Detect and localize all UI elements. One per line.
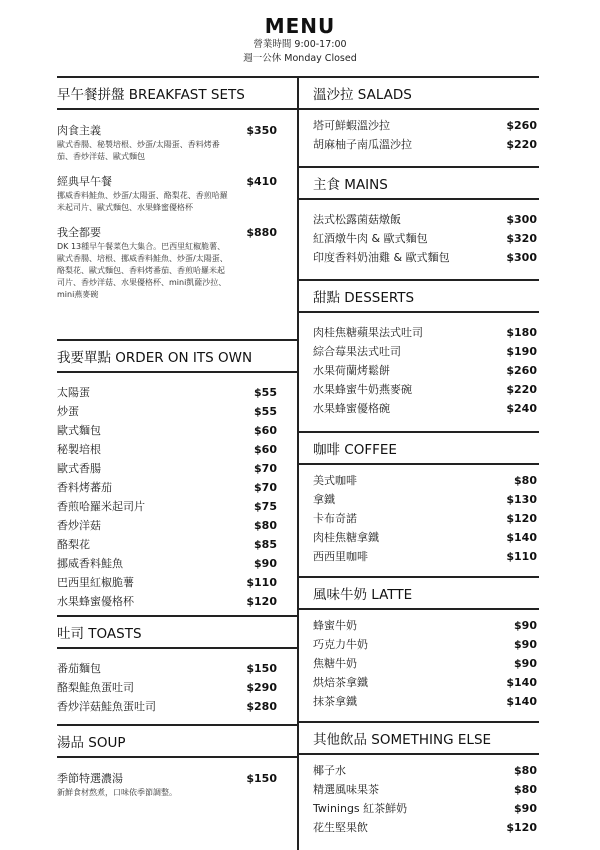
menu-item <box>313 818 539 837</box>
menu-item <box>57 421 297 440</box>
section-latte <box>299 576 539 711</box>
item-name: 印度香料奶油雞 & 歐式麵包 <box>313 251 450 264</box>
section-salads <box>299 76 539 154</box>
menu-item <box>57 440 297 459</box>
menu-item <box>57 535 297 554</box>
item-price: $130 <box>506 493 537 506</box>
section-breakfast-sets <box>57 76 297 301</box>
item-name: 香炒洋菇鮭魚蛋吐司 <box>57 700 156 713</box>
item-name: 花生堅果飲 <box>313 821 368 834</box>
section-title: 早午餐拼盤 BREAKFAST SETS <box>57 76 297 110</box>
section-something-else <box>299 721 539 837</box>
item-price: $300 <box>506 251 537 264</box>
section-title: 湯品 SOUP <box>57 724 297 758</box>
item-name: 精選風味果茶 <box>313 783 379 796</box>
menu-item <box>57 497 297 516</box>
menu-item <box>313 323 539 342</box>
item-description: 挪威香料鮭魚、炒蛋/太陽蛋、酪梨花、香煎哈羅米起司片、歐式麵包、水果蜂蜜優格杯 <box>57 191 228 212</box>
menu-item <box>57 402 297 421</box>
item-price: $150 <box>246 662 277 675</box>
menu-item <box>57 173 297 214</box>
section-title: 我要單點 ORDER ON ITS OWN <box>57 339 297 373</box>
item-price: $70 <box>254 481 277 494</box>
item-price: $120 <box>506 821 537 834</box>
menu-item <box>313 229 539 248</box>
item-price: $260 <box>506 364 537 377</box>
item-price: $70 <box>254 462 277 475</box>
item-name: 焦糖牛奶 <box>313 657 357 670</box>
item-name: 香煎哈羅米起司片 <box>57 500 145 513</box>
item-price: $80 <box>514 474 537 487</box>
menu-item <box>57 770 297 799</box>
item-price: $120 <box>506 512 537 525</box>
item-name: 塔可鮮蝦溫沙拉 <box>313 119 390 132</box>
item-name: 水果蜂蜜優格碗 <box>313 402 390 415</box>
item-price: $220 <box>506 383 537 396</box>
section-title: 溫沙拉 SALADS <box>299 76 539 110</box>
item-name: 抹茶拿鐵 <box>313 695 357 708</box>
item-price: $220 <box>506 138 537 151</box>
menu-item <box>57 678 297 697</box>
item-name: 水果蜂蜜優格杯 <box>57 595 134 608</box>
menu-item <box>313 654 539 673</box>
item-price: $280 <box>246 700 277 713</box>
menu-item <box>313 547 539 566</box>
menu-item <box>313 799 539 818</box>
item-price: $110 <box>246 576 277 589</box>
menu-item <box>57 383 297 402</box>
item-price: $120 <box>246 595 277 608</box>
item-price: $110 <box>506 550 537 563</box>
item-name: 法式松露菌菇燉飯 <box>313 213 401 226</box>
menu-item <box>313 635 539 654</box>
menu-item <box>313 361 539 380</box>
item-price: $75 <box>254 500 277 513</box>
menu-item <box>57 478 297 497</box>
left-column <box>57 76 297 797</box>
section-mains <box>299 166 539 267</box>
item-price: $260 <box>506 119 537 132</box>
menu-item <box>57 122 297 163</box>
menu-item <box>313 692 539 711</box>
item-name: 歐式麵包 <box>57 424 101 437</box>
item-name: 秘製培根 <box>57 443 101 456</box>
item-price: $350 <box>246 124 277 137</box>
menu-item <box>313 342 539 361</box>
section-title: 吐司 TOASTS <box>57 615 297 649</box>
menu-header <box>0 14 600 66</box>
item-name: 綜合莓果法式吐司 <box>313 345 401 358</box>
item-price: $85 <box>254 538 277 551</box>
item-price: $290 <box>246 681 277 694</box>
menu-item <box>57 554 297 573</box>
menu-item <box>57 516 297 535</box>
item-price: $190 <box>506 345 537 358</box>
item-name: 酪梨花 <box>57 538 90 551</box>
menu-item <box>57 592 297 611</box>
item-price: $55 <box>254 405 277 418</box>
menu-item <box>313 471 539 490</box>
page-title: MENU <box>264 14 336 38</box>
item-name: 香料烤蕃茄 <box>57 481 112 494</box>
item-price: $90 <box>514 657 537 670</box>
item-price: $180 <box>506 326 537 339</box>
item-name: 季節特選濃湯 <box>57 772 123 785</box>
item-name: 太陽蛋 <box>57 386 90 399</box>
item-name: 美式咖啡 <box>313 474 357 487</box>
menu-item <box>57 697 297 716</box>
item-name: 拿鐵 <box>313 493 335 506</box>
menu-item <box>313 528 539 547</box>
item-price: $140 <box>506 531 537 544</box>
item-name: 巴西里紅椒脆薯 <box>57 576 134 589</box>
item-name: 肉桂焦糖拿鐵 <box>313 531 379 544</box>
item-name: 卡布奇諾 <box>313 512 357 525</box>
menu-item <box>313 673 539 692</box>
item-price: $60 <box>254 424 277 437</box>
section-order-on-its-own <box>57 339 297 611</box>
item-name: 香炒洋菇 <box>57 519 101 532</box>
menu-item <box>313 135 539 154</box>
item-price: $60 <box>254 443 277 456</box>
item-name: 水果荷蘭烤鬆餅 <box>313 364 390 377</box>
menu-item <box>57 573 297 592</box>
item-price: $880 <box>246 226 277 239</box>
section-soup <box>57 724 297 809</box>
section-toasts <box>57 615 297 716</box>
item-name: 椰子水 <box>313 764 346 777</box>
item-name: 我全都要 <box>57 226 101 239</box>
menu-item <box>313 761 539 780</box>
item-name: 肉食主義 <box>57 124 101 137</box>
menu-item <box>313 399 539 418</box>
menu-item <box>313 780 539 799</box>
item-price: $410 <box>246 175 277 188</box>
item-price: $90 <box>514 638 537 651</box>
section-title: 甜點 DESSERTS <box>299 279 539 313</box>
menu-item <box>313 248 539 267</box>
item-price: $80 <box>514 764 537 777</box>
section-title: 主食 MAINS <box>299 166 539 200</box>
item-price: $90 <box>514 619 537 632</box>
item-price: $90 <box>254 557 277 570</box>
menu-item <box>313 490 539 509</box>
item-name: 肉桂焦糖蘋果法式吐司 <box>313 326 423 339</box>
item-price: $140 <box>506 695 537 708</box>
item-name: 巧克力牛奶 <box>313 638 368 651</box>
item-name: 紅酒燉牛肉 & 歐式麵包 <box>313 232 428 245</box>
item-name: 挪威香料鮭魚 <box>57 557 123 570</box>
menu-item <box>313 616 539 635</box>
item-description: DK 13種早午餐菜色大集合。巴西里紅椒脆薯、歐式香腸、培根、挪威香料鮭魚、炒蛋/太陽蛋、酪梨花、歐式麵包、香料烤番茄、香煎哈羅米起司片、香炒洋菇、水果優格杯、mini凱薩沙拉、mini燕麥碗 <box>57 242 228 299</box>
item-name: 經典早午餐 <box>57 175 112 188</box>
item-name: 歐式香腸 <box>57 462 101 475</box>
item-name: 西西里咖啡 <box>313 550 368 563</box>
menu-item <box>57 659 297 678</box>
item-name: 胡麻柚子南瓜溫沙拉 <box>313 138 412 151</box>
item-price: $150 <box>246 772 277 785</box>
menu-item <box>57 224 297 301</box>
menu-item <box>313 509 539 528</box>
item-price: $240 <box>506 402 537 415</box>
section-title: 其他飲品 SOMETHING ELSE <box>299 721 539 755</box>
item-name: Twinings 紅茶鮮奶 <box>313 802 408 815</box>
section-coffee <box>299 431 539 566</box>
item-description: 歐式香腸、秘製培根、炒蛋/太陽蛋、香料烤番茄、香炒洋菇、歐式麵包 <box>57 140 220 161</box>
item-price: $80 <box>254 519 277 532</box>
menu-item <box>313 210 539 229</box>
item-name: 番茄麵包 <box>57 662 101 675</box>
item-name: 炒蛋 <box>57 405 79 418</box>
item-price: $300 <box>506 213 537 226</box>
item-description: 新鮮食材熬煮，口味依季節調整。 <box>57 788 177 797</box>
item-name: 水果蜂蜜牛奶燕麥碗 <box>313 383 412 396</box>
menu-item <box>313 116 539 135</box>
section-title: 咖啡 COFFEE <box>299 431 539 465</box>
menu-item <box>57 459 297 478</box>
item-price: $80 <box>514 783 537 796</box>
opening-hours: 營業時間 9:00-17:00 <box>253 39 347 50</box>
item-name: 酪梨鮭魚蛋吐司 <box>57 681 134 694</box>
item-price: $320 <box>506 232 537 245</box>
item-price: $140 <box>506 676 537 689</box>
item-name: 蜂蜜牛奶 <box>313 619 357 632</box>
section-desserts <box>299 279 539 418</box>
closed-day: 週一公休 Monday Closed <box>243 53 357 64</box>
section-title: 風味牛奶 LATTE <box>299 576 539 610</box>
item-price: $55 <box>254 386 277 399</box>
item-price: $90 <box>514 802 537 815</box>
menu-item <box>313 380 539 399</box>
item-name: 烘焙茶拿鐵 <box>313 676 368 689</box>
